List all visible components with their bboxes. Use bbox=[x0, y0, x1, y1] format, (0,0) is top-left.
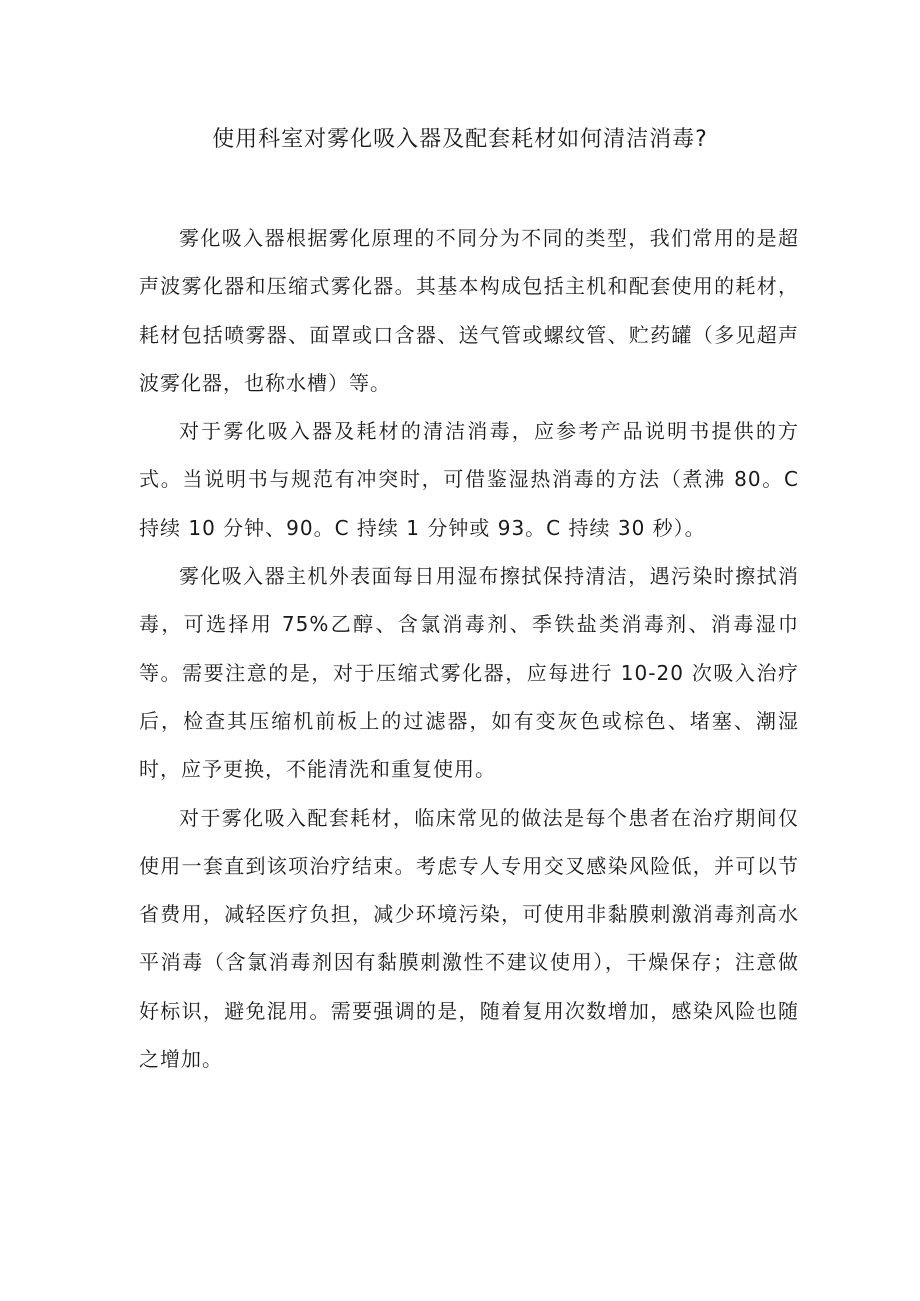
document-title: 使用科室对雾化吸入器及配套耗材如何清洁消毒? bbox=[212, 127, 708, 152]
paragraph-disinfection-method: 对于雾化吸入器及耗材的清洁消毒，应参考产品说明书提供的方式。当说明书与规范有冲突时，可借鉴湿热消毒的方法（煮沸 80。C 持续 10 分钟、90。C 持续 1 分钟或 93。C 持续 30 秒）。 bbox=[139, 419, 799, 540]
document-body bbox=[139, 214, 799, 1083]
paragraph-consumables: 对于雾化吸入配套耗材，临床常见的做法是每个患者在治疗期间仅使用一套直到该项治疗结束。考虑专人专用交叉感染风险低，并可以节省费用，减轻医疗负担，减少环境污染，可使用非黏膜刺激消毒剂高水平消毒（含氯消毒剂因有黏膜刺激性不建议使用），干燥保存；注意做好标识，避免混用。需要强调的是，随着复用次数增加，感染风险也随之增加。 bbox=[139, 805, 799, 1072]
paragraph-host-cleaning: 雾化吸入器主机外表面每日用湿布擦拭保持清洁，遇污染时擦拭消毒，可选择用 75%乙醇、含氯消毒剂、季铁盐类消毒剂、消毒湿巾等。需要注意的是，对于压缩式雾化器，应每进行 10-20 次吸入治疗后，检查其压缩机前板上的过滤器，如有变灰色或棕色、堵塞、潮湿时，应予更换，不能清洗和重复使用。 bbox=[139, 564, 799, 782]
paragraph-nebulizer-types: 雾化吸入器根据雾化原理的不同分为不同的类型，我们常用的是超声波雾化器和压缩式雾化器。其基本构成包括主机和配套使用的耗材，耗材包括喷雾器、面罩或口含器、送气管或螺纹管、贮药罐（多见超声波雾化器，也称水槽）等。 bbox=[139, 226, 799, 395]
